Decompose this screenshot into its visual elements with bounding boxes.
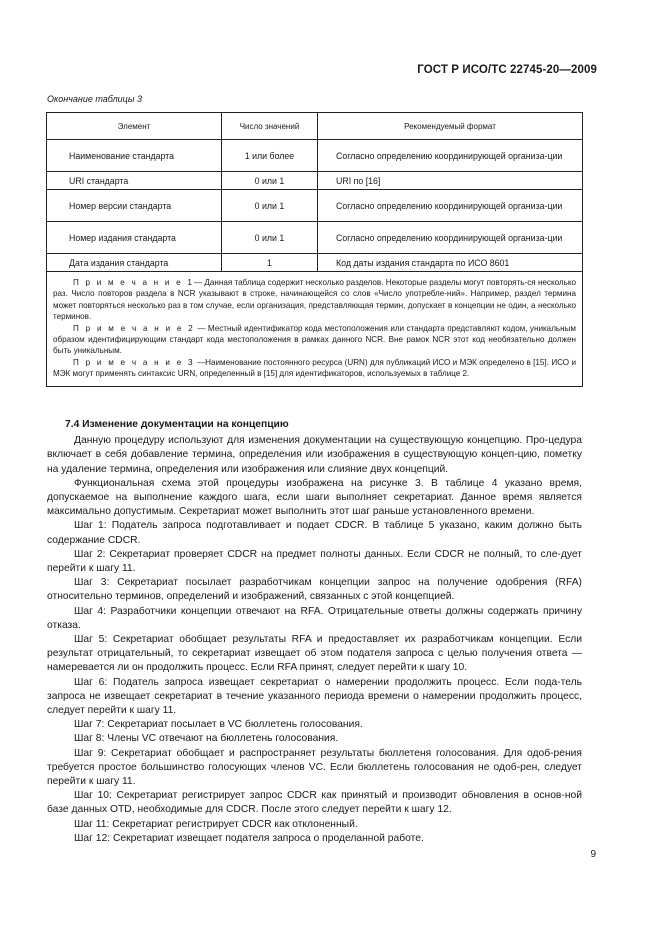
table-row [47, 222, 583, 254]
table-cell: 0 или 1 [222, 172, 318, 190]
table-container [46, 112, 582, 387]
table-cell: Код даты издания стандарта по ИСО 8601 [318, 254, 583, 272]
table-cell: 1 или более [222, 140, 318, 172]
table-cell: URI стандарта [47, 172, 222, 190]
table-notes [47, 272, 583, 387]
section-heading: 7.4 Изменение документации на концепцию [65, 419, 289, 430]
table-row [47, 140, 583, 172]
paragraph: Шаг 10: Секретариат регистрирует запрос CDCR как принятый и производит обновления в основ-ной базе данных OTD, необходимые для CDCR. После этого следует перейти к шагу 12. [47, 790, 582, 816]
section-body [47, 418, 582, 846]
note-text: —Наименование постоянного ресурса (URN) для публикаций ИСО и МЭК определено в [15]. ИСО и МЭК могут применять синтаксис URN, определенный в [15] для идентификаторов, используемых в таблице 2. [53, 357, 577, 379]
table-row [47, 172, 583, 190]
table-cell: Дата издания стандарта [47, 254, 222, 272]
table-cell: Согласно определению координирующей организа-ции [318, 222, 583, 254]
table-cell: Согласно определению координирующей организа-ции [318, 190, 583, 222]
column-header: Элемент [47, 113, 222, 140]
paragraph: Шаг 11: Секретариат регистрирует CDCR как отклоненный. [74, 818, 358, 830]
table-cell: Номер версии стандарта [47, 190, 222, 222]
table-notes-row [47, 272, 583, 387]
table-cell: 0 или 1 [222, 222, 318, 254]
document-header: ГОСТ Р ИСО/ТС 22745-20—2009 [417, 64, 597, 76]
note-text: — Данная таблица содержит несколько разделов. Некоторые разделы могут повторять-ся несколько раз. Число повторов раздела в NCR указывают в строке, начинающейся со слов «Число употребле-ний». Например, раздел термина может повторяться несколько раз в том случае, если организация, представляющая термин, допускает в концепции не один, а несколько терминов. [53, 278, 576, 322]
table-cell: Согласно определению координирующей организа-ции [318, 140, 583, 172]
table-cell: URI по [16] [318, 172, 583, 190]
table-cell: 1 [222, 254, 318, 272]
paragraph: Шаг 3: Секретариат посылает разработчикам концепции запрос на получение одобрения (RFA) относительно терминов, определений и изображений, связанных с этой концепцией. [47, 577, 582, 603]
paragraph: Шаг 4: Разработчики концепции отвечают на RFA. Отрицательные ответы должны содержать причину отказа. [47, 605, 582, 631]
column-header: Рекомендуемый формат [318, 113, 583, 140]
paragraph: Шаг 6: Податель запроса извещает секретариат о намерении продолжить процесс. Если пода-тель запроса не извещает секретариат в течение указанного периода времени о намерении продолжить процесс, следует перейти к шагу 11. [47, 676, 582, 717]
table-note [53, 323, 576, 357]
data-table [46, 112, 583, 387]
note-label: П р и м е ч а н и е 2 [73, 323, 195, 333]
table-header-row [47, 113, 583, 140]
table-cell: Номер издания стандарта [47, 222, 222, 254]
page-number: 9 [590, 849, 596, 860]
paragraph: Шаг 9: Секретариат обобщает и распространяет результаты бюллетеня голосования. Для одоб-рения требуется простое большинство голосующих членов VC. Если бюллетень голосования не одоб-рен, следует перейти к шагу 11. [47, 747, 582, 788]
note-label: П р и м е ч а н и е 1 [73, 278, 195, 287]
table-row [47, 254, 583, 272]
paragraph: Шаг 1: Податель запроса подготавливает и подает CDCR. В таблице 5 указано, каким должно быть содержание CDCR. [47, 520, 582, 546]
note-text: — Местный идентификатор кода местоположения или стандарта представляют кодом, уникальным образом идентифицирующим стандарт кода местоположения в рамках данного NCR. Вне рамок NCR этот код необязательно должен быть уникальным. [53, 323, 576, 356]
table-cell: 0 или 1 [222, 190, 318, 222]
table-note [53, 357, 576, 380]
paragraph: Шаг 5: Секретариат обобщает результаты RFA и предоставляет их разработчикам концепции. Если результат отрицательный, то секретариат извещает об этом подателя запроса с целью получения ответа — намеревается ли он продолжить процесс. Если RFA принят, следует перейти к шагу 10. [47, 634, 582, 674]
column-header: Число значений [222, 113, 318, 140]
paragraph: Данную процедуру используют для изменения документации на существующую концепцию. Про-цедура включает в себя добавление термина, определения или изображения в существующую концеп-цию, пометку на удаление термина, определения или изображения или слияние двух концепций. [47, 435, 582, 475]
note-label: П р и м е ч а н и е 3 [73, 357, 195, 367]
paragraph: Шаг 7: Секретариат посылает в VC бюллетень голосования. [74, 719, 363, 731]
table-cell: Наименование стандарта [47, 140, 222, 172]
paragraph: Шаг 2: Секретариат проверяет CDCR на предмет полноты данных. Если CDCR не полный, то сле-дует перейти к шагу 11. [47, 548, 582, 575]
paragraph: Шаг 8: Члены VC отвечают на бюллетень голосования. [74, 733, 339, 745]
table-caption: Окончание таблицы 3 [47, 94, 142, 104]
paragraph: Шаг 12: Секретариат извещает подателя запроса о проделанной работе. [74, 832, 424, 844]
table-note [53, 277, 576, 323]
table-row [47, 190, 583, 222]
paragraph: Функциональная схема этой процедуры изображена на рисунке 3. В таблице 4 указано время, допускаемое на выполнение каждого шага, если шаги выполняет секретариат. Данное время является максимально допустимым. Секретариат может выполнить этот шаг раньше установленного времени. [47, 477, 582, 518]
